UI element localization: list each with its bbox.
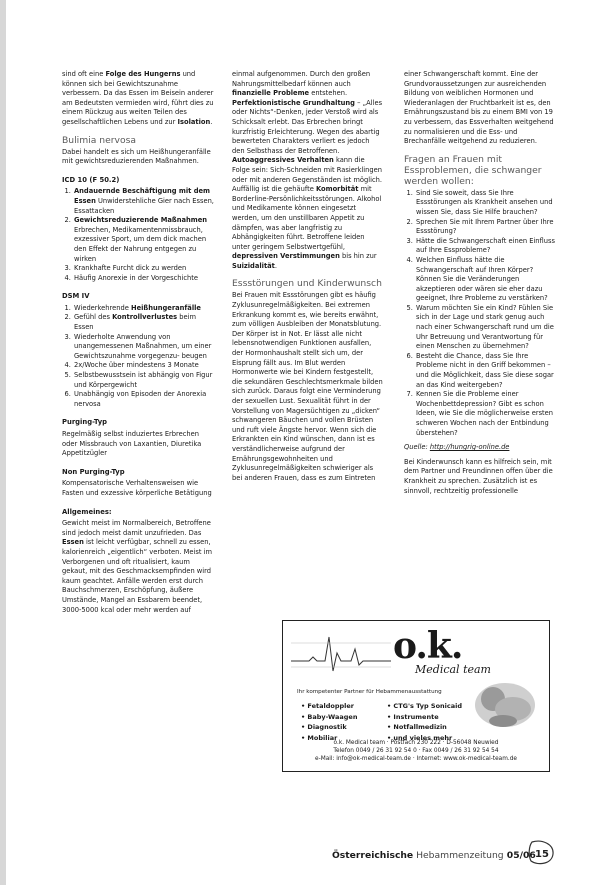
list-item: 1. Andauernde Beschäftigung mit dem Essen Unwiderstehliche Gier nach Essen, Essattacken — [73, 187, 214, 216]
heartbeat-line-icon — [291, 631, 391, 675]
list-item: • Notfallmedizin — [387, 722, 462, 733]
questions-list — [404, 189, 556, 438]
page-edge — [0, 0, 6, 885]
pregnancy-intro-paragraph: einer Schwangerschaft kommt. Eine der Grundvoraussetzungen zur ausreichenden Bildung von weiblichen Hormonen und Wiederanlagen der Fruchtbarkeit ist es, den Ernährungszustand bis zu einem BMI von 19 zu verbessern, das Essverhalten weitgehend zu normalisieren und die Ess- und Brechanfälle weitgehend zu reduzieren. — [404, 70, 554, 146]
closing-paragraph: Bei Kinderwunsch kann es hilfreich sein, mit dem Partner und Freundinnen offen über die Krankheit zu sprechen. Zusätzlich ist es sinnvoll, rechtzeitig professionelle — [404, 457, 553, 495]
list-item: 3. Krankhafte Furcht dick zu werden — [73, 264, 214, 274]
column-3 — [404, 70, 556, 501]
nonpurging-text: Kompensatorische Verhaltensweisen wie Fasten und exzessive körperliche Betätigung — [62, 479, 212, 497]
list-item: 1. Wiederkehrende Heißhungeranfälle — [73, 304, 214, 314]
ad-logo: o.k. — [393, 625, 463, 667]
list-item: 3. Hätte die Schwangerschaft einen Einfluss auf Ihre Essprobleme? — [415, 237, 556, 256]
list-item: 4. Welchen Einfluss hätte die Schwangerschaft auf Ihren Körper? Können Sie die Veränderungen akzeptieren oder wären sie eher dazu geeignet, Ihre Probleme zu verstärken? — [415, 256, 556, 304]
list-item: 2. Sprechen Sie mit Ihrem Partner über Ihre Essstörung? — [415, 218, 556, 237]
list-item: 4. 2x/Woche über mindestens 3 Monate — [73, 361, 214, 371]
list-item: • und vieles mehr — [387, 733, 462, 744]
list-item: 2. Gewichtsreduzierende Maßnahmen Erbrechen, Medikamentenmissbrauch, exzessiver Sport, um dem dick machen den Effekt der Nahrung entgegen zu wirken — [73, 216, 214, 264]
ad-address: o.k. Medical team · Postfach 230 222 · D-56048 Neuwied — [333, 740, 499, 746]
purging-heading: Purging-Typ — [62, 418, 108, 427]
questions-heading: Fragen an Frauen mit Essproblemen, die schwanger werden wollen: — [404, 153, 542, 187]
kinderwunsch-heading: Essstörungen und Kinderwunsch — [232, 278, 382, 290]
baby-photo-icon — [469, 675, 539, 731]
list-item: • CTG's Typ Sonicaid — [387, 701, 462, 712]
ad-contact — [283, 739, 549, 763]
ad-tagline: Ihr kompetenter Partner für Hebammenausstattung — [297, 689, 442, 695]
page-number: 15 — [535, 849, 549, 860]
list-item: 5. Warum möchten Sie ein Kind? Fühlen Sie sich in der Lage und stark genug auch nach einer Schwangerschaft rund um die Uhr Betreuung und Verantwortung für einen Menschen zu übernehmen? — [415, 304, 556, 352]
ad-products-right — [387, 701, 462, 743]
list-item: • Mobiliar — [301, 733, 357, 744]
list-item: • Fetaldoppler — [301, 701, 357, 712]
icd-list — [62, 187, 214, 283]
ad-logo-script: Medical team — [415, 663, 491, 676]
column-2 — [232, 70, 384, 488]
nonpurging-heading: Non Purging-Typ — [62, 467, 125, 476]
allgemeines-text: Gewicht meist im Normalbereich, Betroffene sind jedoch meist damit unzufrieden. Das Essen ist leicht verfügbar, schnell zu essen, kalorienreich „eigentlich“ verboten. Meist im Verborgenen und oft ritualisiert, kaum gekaut, mit des Geschmacksempfinden wird kaum geachtet. Anfälle werden erst durch Bauchschmerzen, Erschöpfung, äußere Umstände, Mangel an Essbarem beendet, 3000-5000 kcal oder mehr werden auf — [62, 519, 212, 614]
list-item: 3. Wiederholte Anwendung von unangemessenen Maßnahmen, um einer Gewichtszunahme vorgegenzu- beugen — [73, 333, 214, 362]
dsm-list — [62, 304, 214, 410]
list-item: • Instrumente — [387, 712, 462, 723]
list-item: • Diagnostik — [301, 722, 357, 733]
source-link[interactable]: http://hungrig-online.de — [429, 443, 510, 452]
purging-text: Regelmäßig selbst induziertes Erbrechen oder Missbrauch von Laxantien, Diuretika Appetitzügler — [62, 430, 202, 458]
ad-phone: Telefon 0049 / 26 31 92 54 0 · Fax 0049 / 26 31 92 54 54 — [333, 748, 499, 754]
source-line: Quelle: http://hungrig-online.de — [404, 443, 510, 452]
page-number-badge — [528, 840, 556, 866]
list-item: • Baby-Waagen — [301, 712, 357, 723]
advertisement-box — [282, 620, 550, 772]
icd-heading: ICD 10 (F 50.2) — [62, 175, 120, 184]
bulimia-continued-paragraph: einmal aufgenommen. Durch den großen Nahrungsmittelbedarf können auch finanzielle Probleme entstehen. Perfektionistische Grundhaltung – „Alles oder Nichts“-Denken, jeder Verstoß wird als Schicksalt erlebt. Das Erbrechen bringt kurzfristig Erleichterung. Wegen des abartig bewerteten Charakters verliert es jedoch den Selbsthass der Betroffenen. Autoaggressives Verhalten kann die Folge sein: Sich-Schneiden mit Rasierklingen oder mit anderen Gegenständen ist möglich. Auffällig ist die gehäufte Komorbität mit Borderline-Persönlichkeitsstörungen. Alkohol und Medikamente können eingesetzt werden, um den unstillbaren Appetit zu dämpfen, was aber langfristig zu Abhängigkeiten führt. Betroffene leiden unter geringem Selbstwertgefühl, depressiven Verstimmungen bis hin zur Suizidalität. — [232, 70, 383, 270]
ad-email: e-Mail: info@ok-medical-team.de · Internet: www.ok-medical-team.de — [315, 756, 517, 762]
list-item: 1. Sind Sie soweit, dass Sie Ihre Essstörungen als Krankheit ansehen und wissen Sie, dass Sie Hilfe brauchen? — [415, 189, 556, 218]
bulimia-heading: Bulimia nervosa — [62, 134, 137, 146]
ad-products-left — [301, 701, 357, 743]
list-item: 6. Besteht die Chance, dass Sie Ihre Probleme nicht in den Griff bekommen – und die Möglichkeit, dass Sie diese sogar an das Kind weitergeben? — [415, 352, 556, 390]
list-item: 6. Unabhängig von Episoden der Anorexia nervosa — [73, 390, 214, 409]
list-item: 4. Häufig Anorexie in der Vorgeschichte — [73, 274, 214, 284]
allgemeines-heading: Allgemeines: — [62, 507, 112, 516]
dsm-heading: DSM IV — [62, 292, 90, 301]
list-item: 2. Gefühl des Kontrollverlustes beim Essen — [73, 313, 214, 332]
list-item: 7. Kennen Sie die Probleme einer Wochenbettdepression? Gibt es schon Ideen, wie Sie die möglicherweise ersten schweren Wochen nach der Entbindung überstehen? — [415, 390, 556, 438]
bulimia-text: Dabei handelt es sich um Heißhungeranfälle mit gewichtsreduzierenden Maßnahmen. — [62, 147, 211, 166]
list-item: 5. Selbstbewusstsein ist abhängig von Figur und Körpergewicht — [73, 371, 214, 390]
kinderwunsch-text: Bei Frauen mit Essstörungen gibt es häufig Zyklusunregelmäßigkeiten. Bei extremen Erkrankung kommt es, wie bereits erwähnt, zum völligen Ausbleiben der Monatsblutung. Der Körper ist in Not. Er lässt alle nicht lebensnotwendigen Funktionen ausfallen, der Hormonhaushalt stellt sich um, der Eisprung fällt aus. Im Blut werden Hormonwerte wie bei Kindern festgestellt, die sekundären Geschlechtsmerkmale bilden sich zurück. Daraus folgt eine Verminderung der sexuellen Lust. Sexualität führt in der Vorstellung von Magersüchtigen zu „dicken“ schwangeren Bäuchen und vollen Brüsten und ruft viele Ängste hervor. Wenn sich die Erkrankten ein Kind wünschen, dann ist es verständlicherweise aufgrund der Ernährungsgewohnheiten und Zyklusunregelmäßigkeiten schwieriger als bei anderen Frauen, dass es zum Eintreten — [232, 291, 383, 482]
intro-paragraph: sind oft eine Folge des Hungerns und können sich bei Gewichtszunahme verbessern. Da das Essen im Beisein anderer am Bedeutsten vermieden wird, führt dies zu einem Rückzug aus weiten Teilen des gesellschaftlichen Lebens und zur Isolation. — [62, 70, 214, 126]
page-footer: Österreichische Hebammenzeitung 05/06 — [332, 850, 536, 861]
column-1 — [62, 70, 214, 620]
